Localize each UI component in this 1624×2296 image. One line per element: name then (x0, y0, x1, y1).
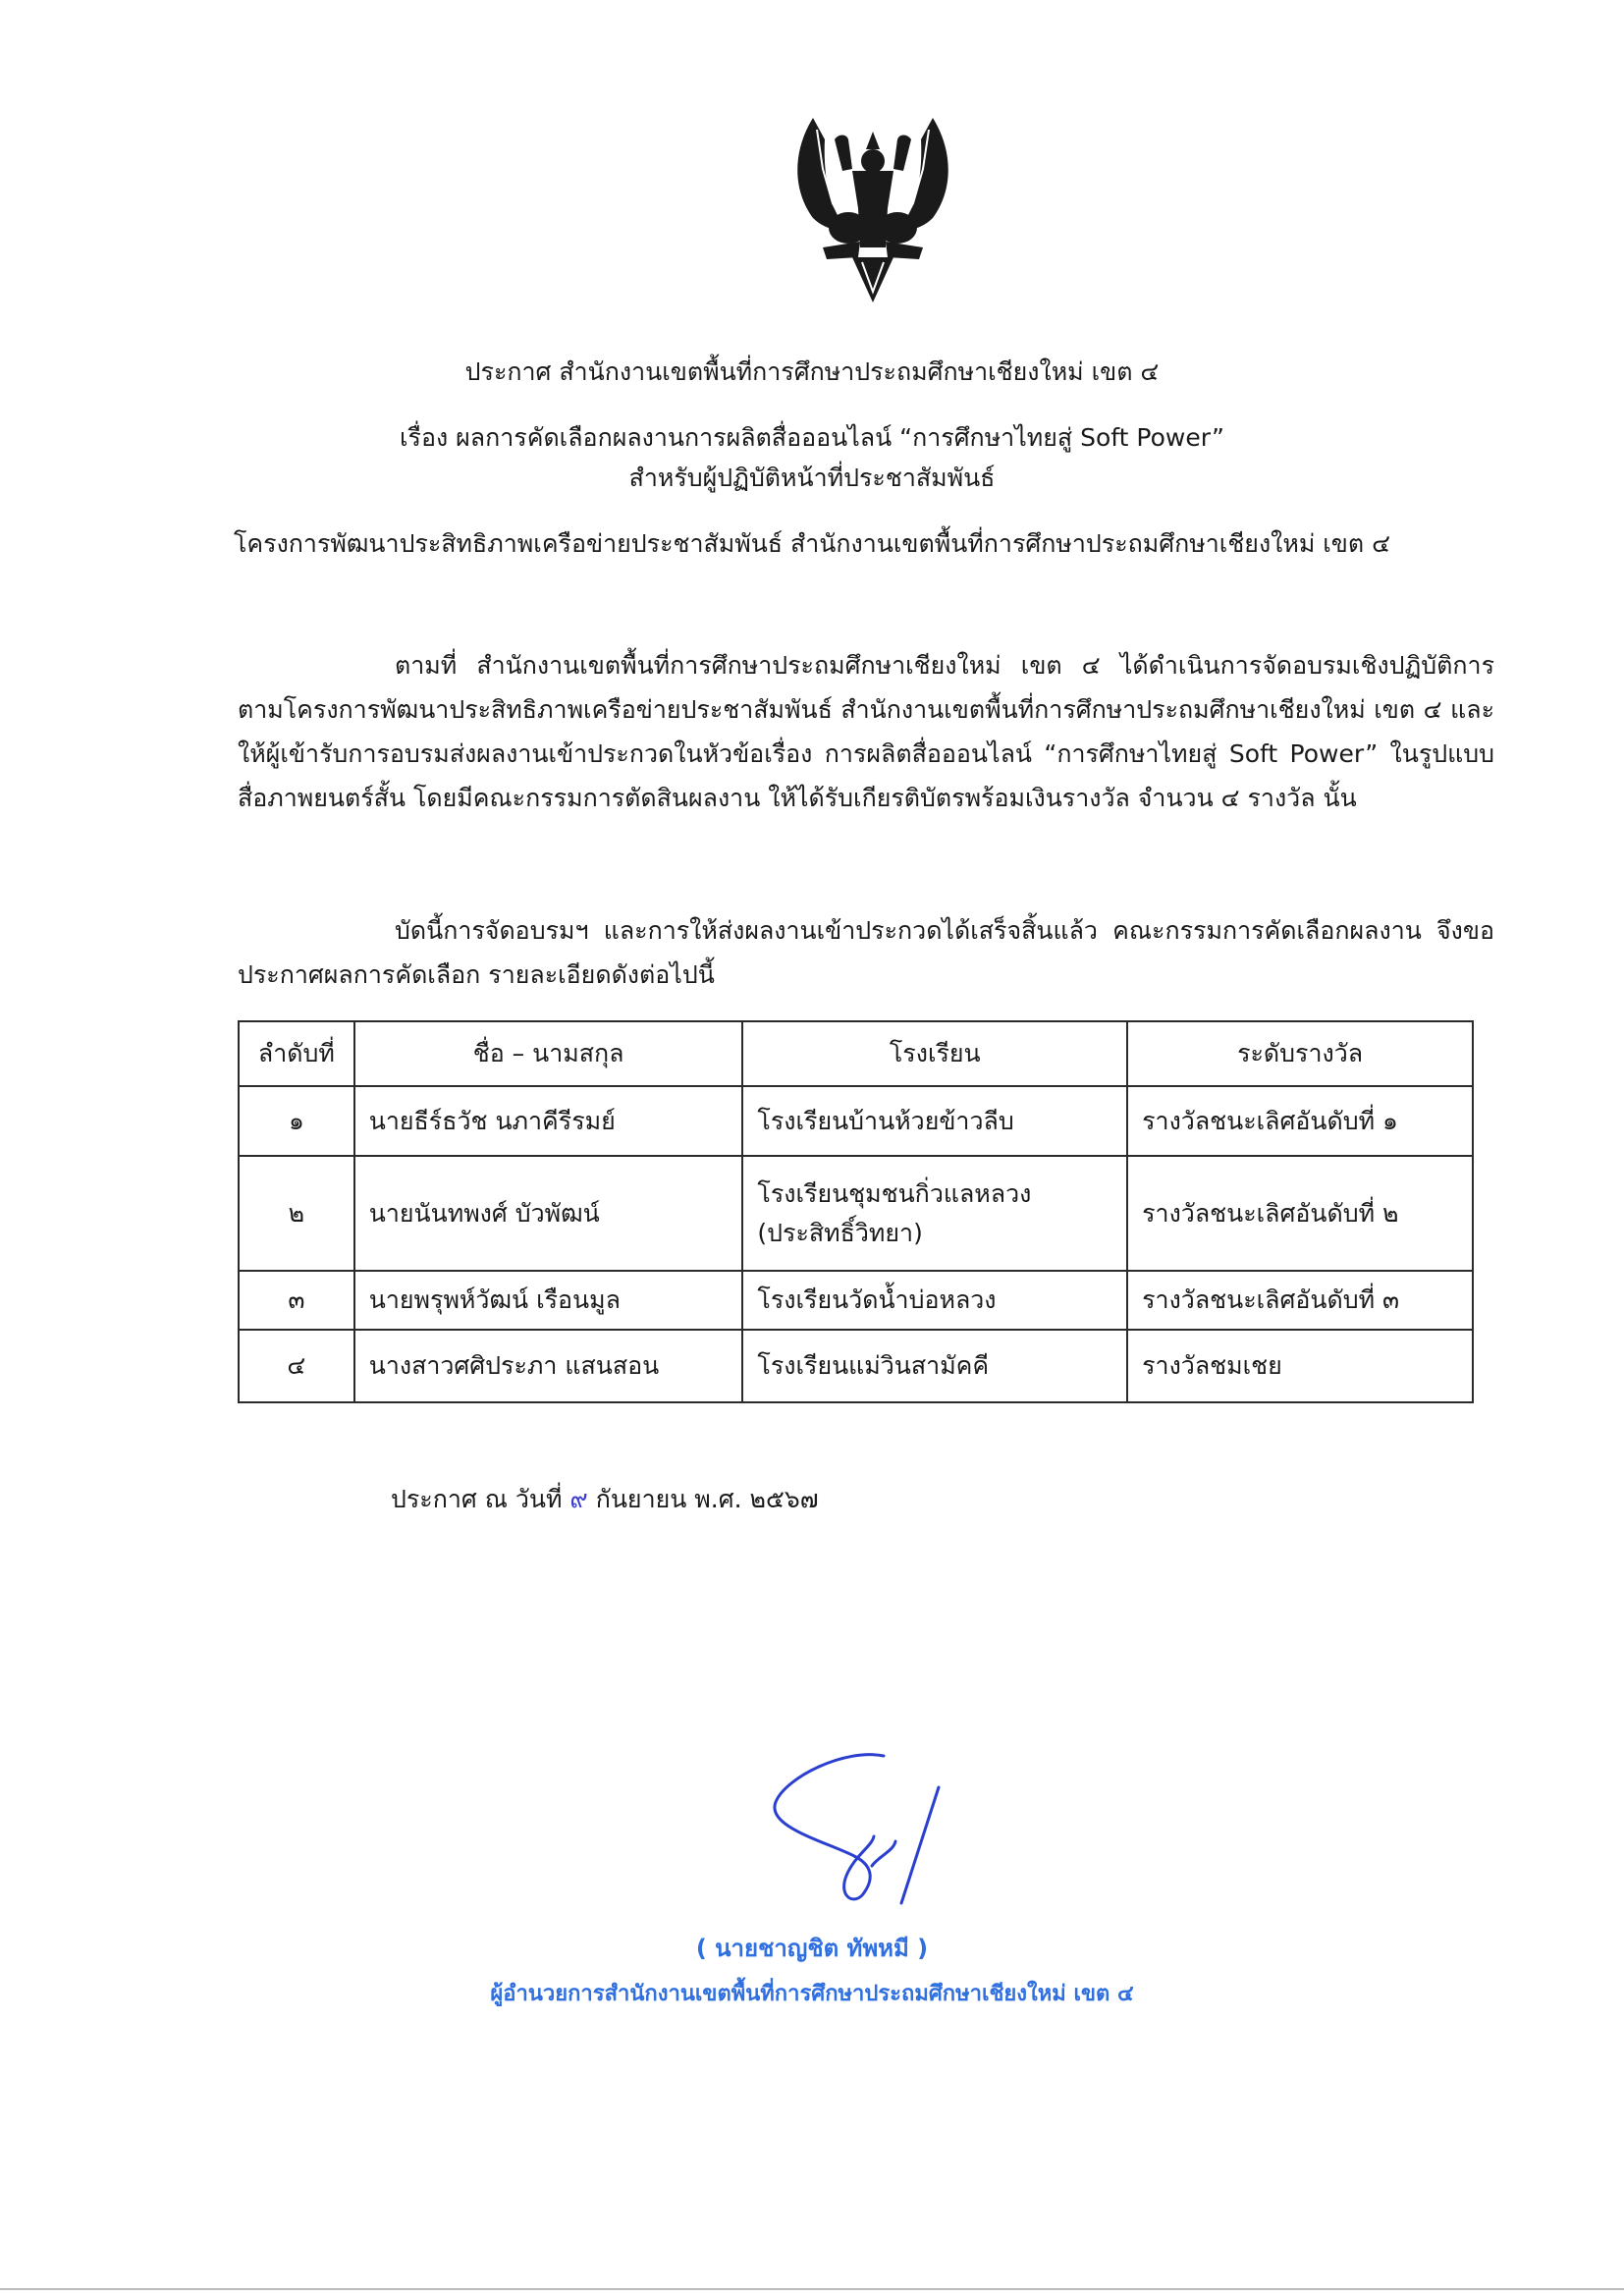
body-paragraph-2 (238, 908, 1494, 997)
handwritten-signature-icon (756, 1748, 972, 1915)
table-row (239, 1156, 1473, 1271)
announcement-subject: เรื่อง ผลการคัดเลือกผลงานการผลิตสื่อออนไลน์ “การศึกษาไทยสู่ Soft Power” (400, 423, 1224, 452)
header-award: ระดับรางวัล (1127, 1021, 1473, 1086)
cell-name: นายธีร์ธวัช นภาคีรีรมย์ (354, 1086, 743, 1156)
header-order: ลำดับที่ (239, 1021, 354, 1086)
cell-school: โรงเรียนวัดน้ำบ่อหลวง (742, 1271, 1127, 1330)
table-header-row (239, 1021, 1473, 1086)
header-name: ชื่อ – นามสกุล (354, 1021, 743, 1086)
cell-order: ๓ (239, 1271, 354, 1330)
cell-name: นายพรุพห์วัฒน์ เรือนมูล (354, 1271, 743, 1330)
announcement-title: ประกาศ สำนักงานเขตพื้นที่การศึกษาประถมศึกษาเชียงใหม่ เขต ๔ (464, 357, 1160, 386)
cell-school (742, 1156, 1127, 1271)
body-paragraph-1 (238, 643, 1494, 820)
paragraph-2-text: บัดนี้การจัดอบรมฯ และการให้ส่งผลงานเข้าประกวดได้เสร็จสิ้นแล้ว คณะกรรมการคัดเลือกผลงาน จึงขอประกาศผลการคัดเลือก รายละเอียดดังต่อไปนี้ (238, 916, 1494, 989)
cell-order: ๑ (239, 1086, 354, 1156)
table-row (239, 1330, 1473, 1402)
announcement-audience: สำหรับผู้ปฏิบัติหน้าที่ประชาสัมพันธ์ (628, 464, 996, 492)
cell-school: โรงเรียนบ้านห้วยข้าวลีบ (742, 1086, 1127, 1156)
cell-order: ๔ (239, 1330, 354, 1402)
garuda-emblem-icon (784, 110, 962, 306)
table-row (239, 1271, 1473, 1330)
cell-award: รางวัลชนะเลิศอันดับที่ ๓ (1127, 1271, 1473, 1330)
date-suffix: กันยายน พ.ศ. ๒๕๖๗ (595, 1485, 819, 1513)
results-table (238, 1020, 1474, 1403)
scan-edge-line (0, 2288, 1624, 2290)
table-row (239, 1086, 1473, 1156)
paragraph-1-text: ตามที่ สำนักงานเขตพื้นที่การศึกษาประถมศึกษาเชียงใหม่ เขต ๔ ได้ดำเนินการจัดอบรมเชิงปฏิบัติการ ตามโครงการพัฒนาประสิทธิภาพเครือข่ายประชาสัมพันธ์ สำนักงานเขตพื้นที่การศึกษาประถมศึกษาเชียงใหม่ เขต ๔ และให้ผู้เข้ารับการอบรมส่งผลงานเข้าประกวดในหัวข้อเรื่อง การผลิตสื่อออนไลน์ “การศึกษาไทยสู่ Soft Power” ในรูปแบบสื่อภาพยนตร์สั้น โดยมีคณะกรรมการตัดสินผลงาน ให้ได้รับเกียรติบัตรพร้อมเงินรางวัล จำนวน ๔ รางวัล นั้น (238, 651, 1494, 812)
cell-award: รางวัลชมเชย (1127, 1330, 1473, 1402)
project-name: โครงการพัฒนาประสิทธิภาพเครือข่ายประชาสัมพันธ์ สำนักงานเขตพื้นที่การศึกษาประถมศึกษาเชียงใหม่ เขต ๔ (233, 529, 1390, 558)
announcement-date (391, 1483, 819, 1516)
cell-school: โรงเรียนแม่วินสามัคคี (742, 1330, 1127, 1402)
date-day: ๙ (569, 1485, 588, 1513)
date-prefix: ประกาศ ณ วันที่ (391, 1485, 563, 1513)
cell-award: รางวัลชนะเลิศอันดับที่ ๒ (1127, 1156, 1473, 1271)
cell-order: ๒ (239, 1156, 354, 1271)
cell-name: นางสาวศศิประภา แสนสอน (354, 1330, 743, 1402)
school-line-2: (ประสิทธิ์วิทยา) (757, 1218, 923, 1247)
signatory-position: ผู้อำนวยการสำนักงานเขตพื้นที่การศึกษาประถมศึกษาเชียงใหม่ เขต ๔ (490, 1982, 1134, 2006)
cell-award: รางวัลชนะเลิศอันดับที่ ๑ (1127, 1086, 1473, 1156)
signatory-name: ( นายชาญชิต ทัพหมี ) (695, 1935, 929, 1962)
header-school: โรงเรียน (742, 1021, 1127, 1086)
school-line-1: โรงเรียนชุมชนกิ่วแลหลวง (757, 1178, 1032, 1208)
cell-name: นายนันทพงศ์ บัวพัฒน์ (354, 1156, 743, 1271)
